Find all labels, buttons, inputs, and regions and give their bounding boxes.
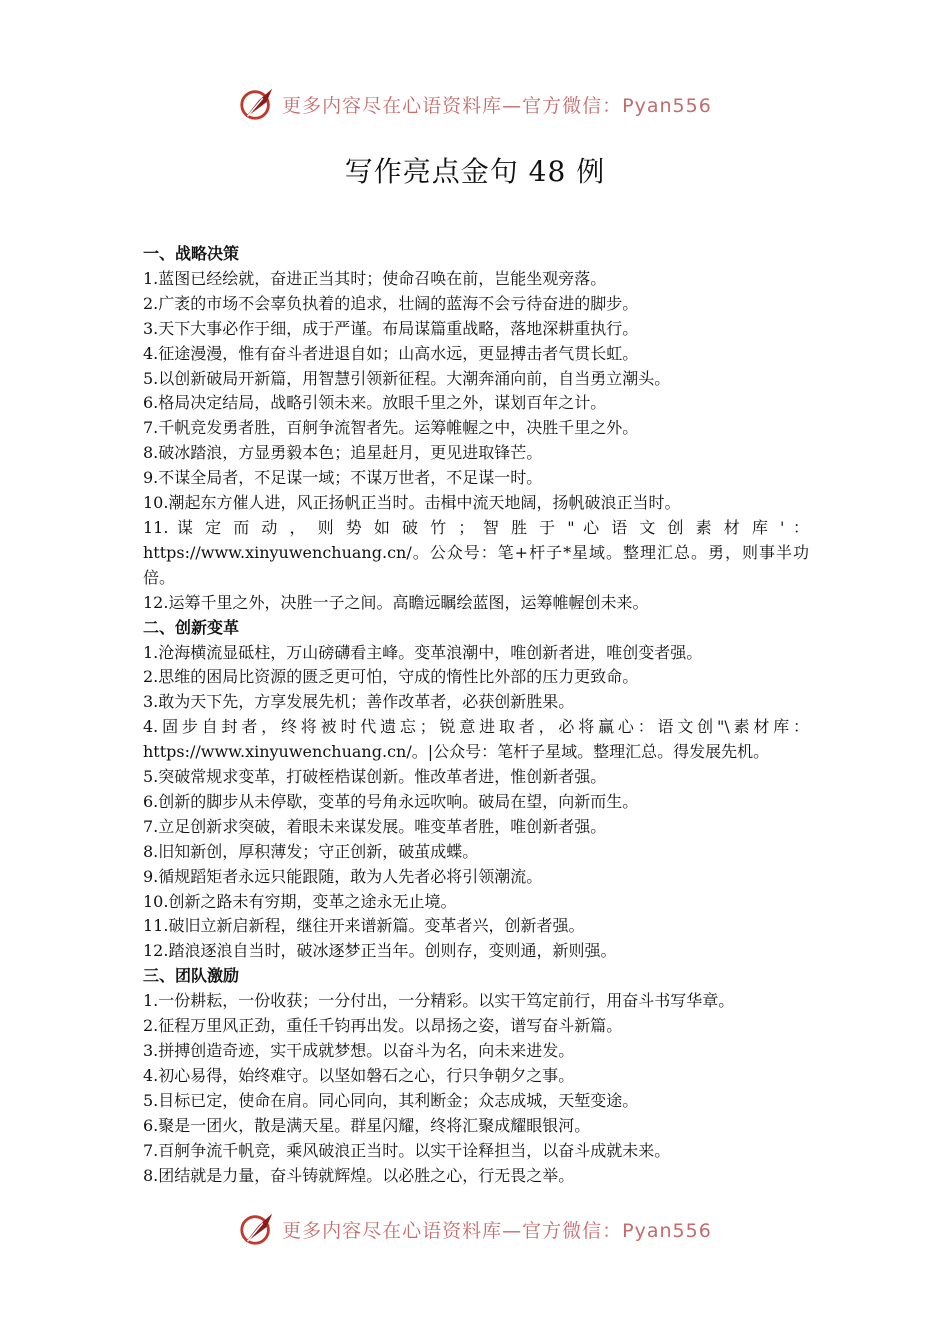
header-watermark-banner <box>0 82 950 126</box>
quote-item: 4.征途漫漫，惟有奋斗者进退自如；山高水远，更显搏击者气贯长虹。 <box>143 343 639 363</box>
quote-item: 5.目标已定，使命在肩。同心同向，其利断金；众志成城，天堑变途。 <box>143 1090 639 1110</box>
quote-item: 1.一份耕耘，一份收获；一分付出，一分精彩。以实干笃定前行，用奋斗书写华章。 <box>143 991 735 1011</box>
quote-item: 2.思维的困局比资源的匮乏更可怕，守成的惰性比外部的压力更致命。 <box>143 667 639 687</box>
section-heading: 三、团队激励 <box>143 966 240 986</box>
section-heading: 二、创新变革 <box>143 617 240 637</box>
banner-text: 更多内容尽在心语资料库—官方微信：Pyan556 <box>282 1219 712 1242</box>
quote-item: 8.破冰踏浪，方显勇毅本色；追星赶月，更见进取锋芒。 <box>143 443 543 463</box>
document-body <box>143 242 809 1188</box>
quote-item: 5.突破常规求变革，打破桎梏谋创新。惟改革者进，惟创新者强。 <box>143 767 607 787</box>
banner-text: 更多内容尽在心语资料库—官方微信：Pyan556 <box>282 94 712 117</box>
quote-item: 10.潮起东方催人进，风正扬帆正当时。击楫中流天地阔，扬帆破浪正当时。 <box>143 493 681 513</box>
quote-item: 11.破旧立新启新程，继往开来谱新篇。变革者兴，创新者强。 <box>143 916 585 936</box>
quote-item: 7.千帆竞发勇者胜，百舸争流智者先。运筹帷幄之中，决胜千里之外。 <box>143 418 639 438</box>
quote-item: 9.不谋全局者，不足谋一域；不谋万世者，不足谋一时。 <box>143 468 543 488</box>
quote-item: 4.初心易得，始终难守。以坚如磐石之心，行只争朝夕之事。 <box>143 1065 575 1085</box>
quote-item: 3.天下大事必作于细，成于严谨。布局谋篇重战略，落地深耕重执行。 <box>143 318 639 338</box>
quote-item: 2.广袤的市场不会辜负执着的追求，壮阔的蓝海不会亏待奋进的脚步。 <box>143 293 639 313</box>
page-title: 写作亮点金句 48 例 <box>344 155 606 188</box>
quote-item: 8.旧知新创，厚积薄发；守正创新，破茧成蝶。 <box>143 841 479 861</box>
quote-item: 9.循规蹈矩者永远只能跟随，敢为人先者必将引领潮流。 <box>143 866 543 886</box>
quote-item: 6.聚是一团火，散是满天星。群星闪耀，终将汇聚成耀眼银河。 <box>143 1115 591 1135</box>
quote-item: 7.立足创新求突破，着眼未来谋发展。唯变革者胜，唯创新者强。 <box>143 816 607 836</box>
quote-item: 6.创新的脚步从未停歇，变革的号角永远吹响。破局在望，向新而生。 <box>143 791 639 811</box>
quote-item: 10.创新之路未有穷期，变革之途永无止境。 <box>143 891 457 911</box>
quill-logo-icon <box>238 85 276 123</box>
quote-item: 5.以创新破局开新篇，用智慧引领新征程。大潮奔涌向前，自当勇立潮头。 <box>143 368 671 388</box>
quote-item: 11. 谋 定 而 动 ， 则 势 如 破 竹 ； 智 胜 于 " 心 语 文 创 素 材 库 ' ： https://www.xinyuwenchuang.cn/。公众号：笔+杆子*星域。整理汇总。勇，则事半功倍。 <box>143 517 809 587</box>
quote-item: 4.固步自封者，终将被时代遗忘；锐意进取者，必将赢心：语文创"\素材库： https://www.xinyuwenchuang.cn/。|公众号：笔杆子星域。整理汇总。得发展先机。 <box>143 717 809 762</box>
quote-item: 3.拼搏创造奇迹，实干成就梦想。以奋斗为名，向未来进发。 <box>143 1041 575 1060</box>
quote-item: 7.百舸争流千帆竞，乘风破浪正当时。以实干诠释担当，以奋斗成就未来。 <box>143 1140 671 1160</box>
quote-item: 8.团结就是力量，奋斗铸就辉煌。以必胜之心，行无畏之举。 <box>143 1165 575 1185</box>
quote-item: 1.蓝图已经绘就，奋进正当其时；使命召唤在前，岂能坐观旁落。 <box>143 268 607 288</box>
quote-item: 12.运筹千里之外，决胜一子之间。高瞻远瞩绘蓝图，运筹帷幄创未来。 <box>143 592 649 612</box>
quote-item: 12.踏浪逐浪自当时，破冰逐梦正当年。创则存，变则通，新则强。 <box>143 941 617 961</box>
footer-watermark-banner <box>0 1207 950 1251</box>
quote-item: 6.格局决定结局，战略引领未来。放眼千里之外，谋划百年之计。 <box>143 393 607 413</box>
quote-item: 3.敢为天下先，方享发展先机；善作改革者，必获创新胜果。 <box>143 692 575 712</box>
quote-item: 2.征程万里风正劲，重任千钧再出发。以昂扬之姿，谱写奋斗新篇。 <box>143 1016 623 1036</box>
section-heading: 一、战略决策 <box>143 244 240 263</box>
quote-item: 1.沧海横流显砥柱，万山磅礴看主峰。变革浪潮中，唯创新者进，唯创变者强。 <box>143 642 703 662</box>
quill-logo-icon <box>238 1210 276 1248</box>
